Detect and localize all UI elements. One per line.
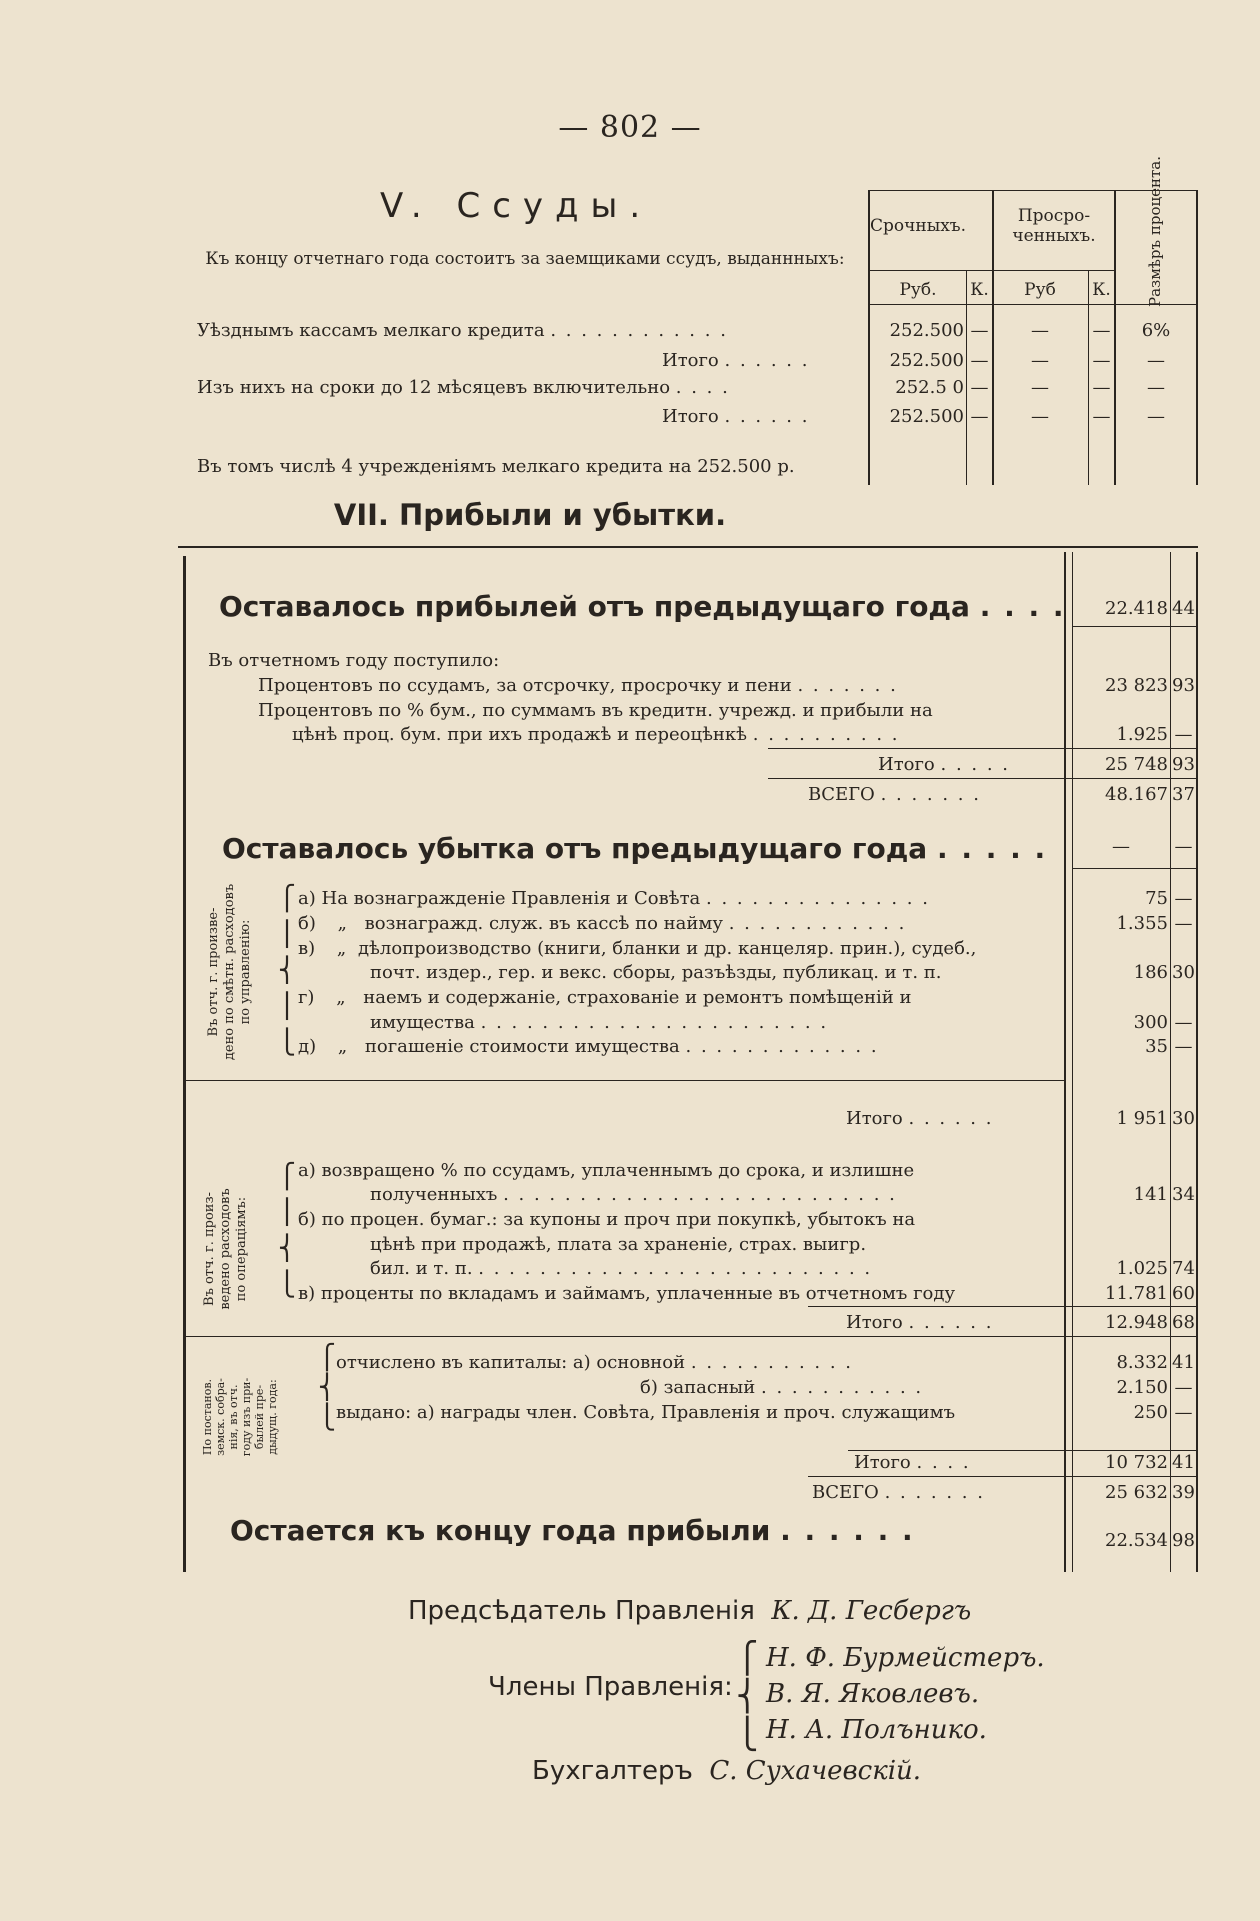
expense-row: в) проценты по вкладамъ и займамъ, уплаченные въ отчетномъ году <box>298 1283 956 1304</box>
loan-overdue-rub: — <box>1031 320 1049 341</box>
loan-urgent-rub: 252.500 <box>889 350 964 371</box>
loans-note: Въ томъ числѣ 4 учрежденіямъ мелкаго кредита на 252.500 р. <box>197 456 795 477</box>
members-brace: ⎧ ⎨ ⎩ <box>736 1641 759 1752</box>
member-name: Н. А. Полънико. <box>766 1715 987 1745</box>
amount-rub: 1.925 <box>1116 724 1168 745</box>
amount-rub: 1.025 <box>1116 1258 1168 1279</box>
group-3-brace: ⎧ ⎨ ⎩ <box>318 1343 336 1431</box>
loan-urgent-rub: 252.500 <box>889 320 964 341</box>
loan-overdue-kop: — <box>1092 350 1111 371</box>
expense-row: б) по процен. бумаг.: за купоны и проч при покупкѣ, убытокъ на <box>298 1209 916 1230</box>
amount-kop: — <box>1174 1036 1193 1057</box>
amount-rub: 300 <box>1133 1012 1168 1033</box>
expense-row: д) „ погашеніе стоимости имущества . . . . . . . . . . . . . <box>298 1036 879 1057</box>
allocation-row: б) запасный . . . . . . . . . . . <box>640 1377 924 1398</box>
group-2-brace: ⎧ ⎪ ⎨ ⎩ <box>278 1162 296 1298</box>
expense-row: б) „ вознагражд. служ. въ кассѣ по найму . . . . . . . . . . . . <box>298 913 907 934</box>
loans-col-border <box>1196 190 1198 485</box>
rule <box>848 1450 1196 1451</box>
received-row-cont: цѣнѣ проц. бум. при ихъ продажѣ и переоцѣнкѣ . . . . . . . . . . <box>292 724 900 745</box>
amount-kop: 98 <box>1172 1530 1195 1551</box>
rub-col-border <box>1064 552 1066 1572</box>
amount-kop: — <box>1174 888 1193 909</box>
amount-rub: 8.332 <box>1116 1352 1168 1373</box>
amount-rub: — <box>1112 836 1130 857</box>
section-5-title: V. Ссуды. <box>380 186 653 226</box>
rule <box>186 1336 1196 1337</box>
itogo-row: Итого . . . . . . <box>846 1312 994 1333</box>
vsego-row: ВСЕГО . . . . . . . <box>808 784 981 805</box>
kop-header: К. <box>970 280 989 300</box>
itogo-row: Итого . . . . <box>854 1452 971 1473</box>
amount-rub: 1 951 <box>1116 1108 1168 1129</box>
amount-rub: 141 <box>1133 1184 1168 1205</box>
allocation-row: выдано: а) награды член. Совѣта, Правленія и проч. служащимъ <box>336 1402 956 1423</box>
group-1-brace: ⎧ ⎪ ⎨ ⎪ ⎩ <box>278 884 296 1056</box>
section-5-intro: Къ концу отчетнаго года состоитъ за заемщиками ссудъ, выданнныхъ: <box>205 249 845 269</box>
expense-row-cont: почт. издер., гер. и векс. сборы, разъѣзды, публикац. и т. п. <box>370 962 942 983</box>
group-1-side-label: Въ отч. г. произве- дено по смѣтн. расходовъ по управленію: <box>206 883 253 1061</box>
loan-overdue-kop: — <box>1092 406 1111 427</box>
amount-kop: — <box>1174 1402 1193 1423</box>
amount-rub: 25 632 <box>1105 1482 1168 1503</box>
amount-rub: 2.150 <box>1116 1377 1168 1398</box>
rule <box>808 1476 1196 1477</box>
loan-overdue-rub: — <box>1031 406 1049 427</box>
amount-kop: 68 <box>1172 1312 1195 1333</box>
member-name: Н. Ф. Бурмейстеръ. <box>766 1643 1045 1673</box>
loan-percent: — <box>1147 377 1165 398</box>
table-left-border <box>183 556 186 1572</box>
amount-rub: 1.355 <box>1116 913 1168 934</box>
received-intro: Въ отчетномъ году поступило: <box>208 650 500 671</box>
chairman-name: К. Д. Гесбергъ <box>771 1596 972 1626</box>
loan-percent: — <box>1147 406 1165 427</box>
amount-kop: 34 <box>1172 1184 1195 1205</box>
expense-row: а) На вознагражденіе Правленія и Совѣта . . . . . . . . . . . . . . . <box>298 888 930 909</box>
amount-kop: 30 <box>1172 962 1195 983</box>
loan-urgent-kop: — <box>970 350 989 371</box>
amount-kop: 39 <box>1172 1482 1195 1503</box>
rub-col-border <box>1072 552 1073 1572</box>
rub-header: Руб <box>1024 280 1056 300</box>
rule <box>186 1080 1066 1081</box>
loan-urgent-kop: — <box>970 377 989 398</box>
urgent-header: Срочныхъ. <box>870 216 967 236</box>
amount-rub: 25 748 <box>1105 754 1168 775</box>
rule <box>768 778 1196 779</box>
amount-kop: 74 <box>1172 1258 1195 1279</box>
amount-kop: — <box>1174 1377 1193 1398</box>
amount-kop: — <box>1174 1012 1193 1033</box>
loan-row: Изъ нихъ на сроки до 12 мѣсяцевъ включительно . . . . <box>197 377 730 398</box>
loan-total-row: Итого . . . . . . <box>662 350 810 371</box>
loan-urgent-kop: — <box>970 320 989 341</box>
accountant-signature: Бухгалтеръ С. Сухачевскій. <box>532 1756 922 1786</box>
amount-kop: 60 <box>1172 1283 1195 1304</box>
loan-percent: — <box>1147 350 1165 371</box>
rule <box>1072 626 1196 627</box>
loan-urgent-rub: 252.5 0 <box>895 377 964 398</box>
allocation-row: отчислено въ капиталы: а) основной . . . . . . . . . . . <box>336 1352 854 1373</box>
loan-overdue-kop: — <box>1092 377 1111 398</box>
loss-prev-row: Оставалось убытка отъ предыдущаго года . . . . . <box>222 832 1048 865</box>
rule <box>808 1306 1196 1307</box>
amount-rub: 35 <box>1145 1036 1168 1057</box>
amount-kop: 41 <box>1172 1452 1195 1473</box>
amount-rub: 48.167 <box>1105 784 1168 805</box>
received-row: Процентовъ по % бум., по суммамъ въ кредитн. учрежд. и прибыли на <box>258 700 933 721</box>
section-7-title: VII. Прибыли и убытки. <box>333 498 727 532</box>
itogo-row: Итого . . . . . <box>878 754 1010 775</box>
loan-overdue-kop: — <box>1092 320 1111 341</box>
expense-row-cont: цѣнѣ при продажѣ, плата за храненіе, страх. выигр. <box>370 1234 867 1255</box>
amount-kop: — <box>1174 724 1193 745</box>
amount-rub: 250 <box>1133 1402 1168 1423</box>
loan-urgent-rub: 252.500 <box>889 406 964 427</box>
percent-header: Размѣръ процента. <box>1146 155 1164 307</box>
rub-header: Руб. <box>899 280 937 300</box>
amount-kop: — <box>1174 913 1193 934</box>
amount-kop: 93 <box>1172 675 1195 696</box>
amount-rub: 75 <box>1145 888 1168 909</box>
kop-header: К. <box>1092 280 1111 300</box>
expense-row-cont: полученныхъ . . . . . . . . . . . . . . . . . . . . . . . . . . <box>370 1184 897 1205</box>
loan-urgent-kop: — <box>970 406 989 427</box>
amount-rub: 186 <box>1133 962 1168 983</box>
vsego-row: ВСЕГО . . . . . . . <box>812 1482 985 1503</box>
amount-rub: 12.948 <box>1105 1312 1168 1333</box>
expense-row: а) возвращено % по ссудамъ, уплаченнымъ до срока, и излишне <box>298 1160 915 1181</box>
group-2-side-label: Въ отч. г. произ- ведено расходовъ по операціямъ: <box>202 1188 249 1310</box>
loan-overdue-rub: — <box>1031 377 1049 398</box>
amount-rub: 11.781 <box>1105 1283 1168 1304</box>
members-list <box>766 1640 1045 1748</box>
chairman-signature: Предсѣдатель Правленія К. Д. Гесбергъ <box>408 1596 972 1626</box>
table-top-border <box>178 546 1198 548</box>
amount-rub: 22.534 <box>1105 1530 1168 1551</box>
member-name: В. Я. Яковлевъ. <box>766 1679 980 1709</box>
loan-total-row: Итого . . . . . . <box>662 406 810 427</box>
overdue-header: Просро-ченныхъ. <box>1012 206 1096 246</box>
amount-kop: 37 <box>1172 784 1195 805</box>
loan-percent: 6% <box>1141 320 1171 341</box>
group-3-side-label: По постанов. земск. собра- нія, въ отч. году изъ при- былей пре- дыдущ. года: <box>201 1377 279 1457</box>
expense-row-cont: имущества . . . . . . . . . . . . . . . . . . . . . . . <box>370 1012 829 1033</box>
profit-end-row: Остается къ концу года прибыли . . . . . . <box>230 1514 915 1547</box>
accountant-name: С. Сухачевскій. <box>709 1756 922 1786</box>
loans-subheader-line <box>868 270 1114 271</box>
expense-row-cont: бил. и т. п. . . . . . . . . . . . . . . . . . . . . . . . . . . <box>370 1258 873 1279</box>
profit-prev-row: Оставалось прибылей отъ предыдущаго года . . . . <box>219 590 1066 623</box>
page-number: — 802 — <box>558 110 702 145</box>
table-right-border <box>1196 552 1198 1572</box>
amount-kop: — <box>1174 836 1193 857</box>
amount-rub: 23 823 <box>1105 675 1168 696</box>
amount-rub: 22.418 <box>1105 598 1168 619</box>
amount-kop: 41 <box>1172 1352 1195 1373</box>
rule <box>768 748 1196 749</box>
amount-kop: 93 <box>1172 754 1195 775</box>
expense-row: г) „ наемъ и содержаніе, страхованіе и ремонтъ помѣщеній и <box>298 987 912 1008</box>
itogo-row: Итого . . . . . . <box>846 1108 994 1129</box>
amount-kop: 30 <box>1172 1108 1195 1129</box>
loan-row: Уѣзднымъ кассамъ мелкаго кредита . . . . . . . . . . . . <box>197 320 728 341</box>
members-title: Члены Правленія: <box>488 1672 733 1702</box>
expense-row: в) „ дѣлопроизводство (книги, бланки и др. канцеляр. прин.), судеб., <box>298 938 977 959</box>
amount-rub: 10 732 <box>1105 1452 1168 1473</box>
rule <box>1072 868 1196 869</box>
amount-kop: 44 <box>1172 598 1195 619</box>
loan-overdue-rub: — <box>1031 350 1049 371</box>
received-row: Процентовъ по ссудамъ, за отсрочку, просрочку и пени . . . . . . . <box>258 675 898 696</box>
